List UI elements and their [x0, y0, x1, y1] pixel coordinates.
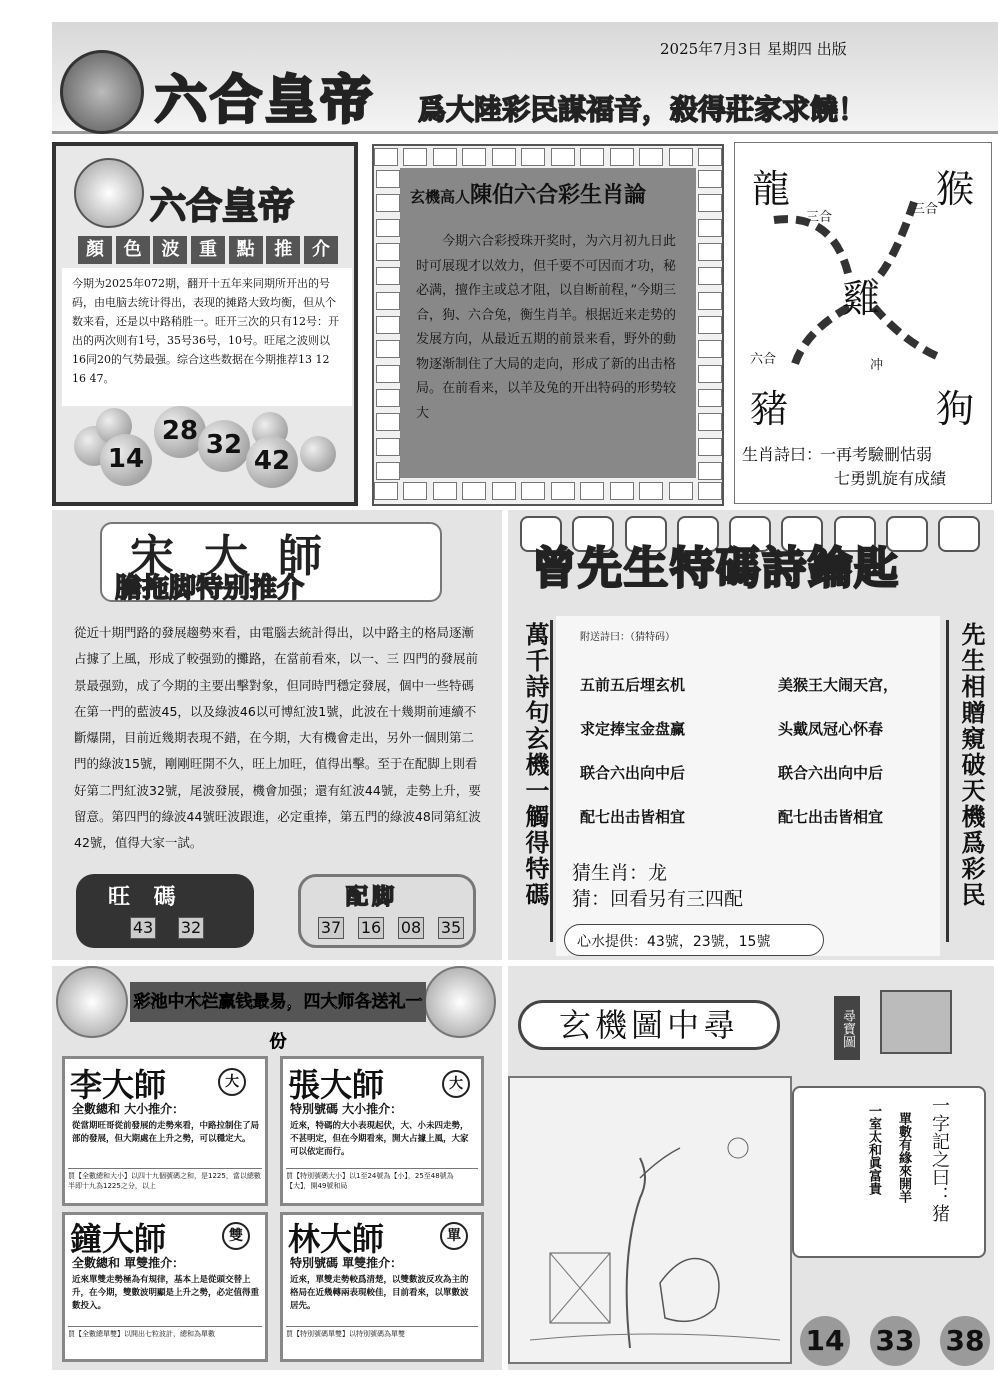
zodiac-tile-icon	[433, 148, 457, 166]
zodiac-tile-icon	[669, 482, 693, 500]
pei-number: 16	[358, 917, 384, 939]
master-sub: 特別號碼 單雙推介：	[290, 1256, 403, 1270]
zodiac-tile-icon	[433, 482, 457, 500]
relation-label: 三合	[912, 202, 939, 217]
xuanji-title: 玄機圖中尋	[518, 1000, 780, 1050]
zodiac-tile-border	[698, 170, 720, 480]
coin-disc-icon	[56, 966, 128, 1038]
number-ball: 32	[198, 420, 250, 472]
master-tag: 大	[442, 1070, 470, 1098]
deco-ball	[300, 436, 336, 472]
zodiac-tile-icon	[698, 316, 722, 334]
page-title: 六合皇帝	[155, 71, 376, 131]
slogan: 爲大陸彩民謀福音，殺得莊家求饒！	[418, 93, 867, 126]
master-name: 張大師	[288, 1066, 385, 1104]
coin-disc-icon	[424, 966, 496, 1038]
zodiac-tile-icon	[462, 482, 486, 500]
box1-subtitle: 顏 色 波 重 點 推 介	[78, 236, 338, 264]
divider	[550, 620, 553, 942]
master-foot: 買【特別號碼大小】以1至24號為【小】，25至48號為【大】，開49號和局	[286, 1168, 478, 1191]
sketch-drawing	[510, 1078, 790, 1362]
zodiac-tile-icon	[698, 462, 722, 480]
relation-label: 三合	[806, 210, 833, 225]
zodiac-tile-icon	[698, 413, 722, 431]
logo-icon	[60, 50, 144, 134]
master-sub: 特別號碼 大小推介：	[290, 1102, 403, 1116]
verse-line: 求定捧宝金盘赢	[580, 720, 686, 738]
box2-title: 玄機高人陳伯六合彩生肖論	[410, 183, 647, 208]
divider	[946, 620, 949, 942]
zodiac-tile-icon	[669, 148, 693, 166]
zodiac-monkey: 猴	[936, 167, 975, 211]
master-foot: 買【全數總和大小】以四十九個號碼之和，是1225，當以總數半即十九為1225之分，以上	[68, 1168, 262, 1191]
poem-label: 生肖詩曰：	[742, 445, 823, 464]
zodiac-tile-icon	[698, 194, 722, 212]
zeng-left-column: 萬千詩句玄機一觸得特碼	[521, 622, 549, 908]
zodiac-tile-icon	[521, 482, 545, 500]
number-ball: 28	[154, 406, 206, 458]
zodiac-tile-border	[374, 148, 722, 168]
zodiac-tile-icon	[376, 365, 400, 383]
box2-text: 今期六合彩授珠开奖时，为六月初九日此时可展现才以效力，但千要不可因而才功，秘必满，擅作主或总才阻，以自断前程，”今期三合，狗、六合兔，衡生肖羊。根据近来走势的发展方向，从最近五期的前景来看，野外的動物逐渐制住了大局的走向，形成了新的出击格局。在前看来，以羊及兔的开出特码的形势较大	[416, 234, 677, 421]
zodiac-tile-icon	[376, 316, 400, 334]
pei-number: 08	[398, 917, 424, 939]
verse-line: 联合六出向中后	[778, 764, 884, 782]
zodiac-tile-icon	[698, 292, 722, 310]
zodiac-tile-icon	[376, 194, 400, 212]
zodiac-tile-icon	[698, 267, 722, 285]
poem-line: 一再考驗刪怙弱	[820, 445, 933, 464]
relation-label: 冲	[870, 358, 884, 373]
zodiac-dog: 狗	[936, 387, 975, 431]
box1-title: 六合皇帝	[150, 186, 295, 227]
scroll-line: 一字記之曰：猪	[929, 1096, 950, 1222]
zodiac-tile-icon	[374, 148, 398, 166]
zodiac-tile-border	[376, 170, 398, 480]
puzzle-picture	[508, 1076, 792, 1364]
wang-number: 32	[178, 917, 204, 939]
verse-line: 头戴凤冠心怀春	[778, 720, 884, 738]
master-name: 鐘大師	[70, 1220, 167, 1258]
result-ball: 33	[870, 1316, 920, 1366]
master-sub: 全數總和 單雙推介：	[72, 1256, 185, 1270]
master-sub: 全數總和 大小推介：	[72, 1102, 185, 1116]
zodiac-tile-icon	[376, 292, 400, 310]
pei-number: 35	[438, 917, 464, 939]
heart-numbers: 心水提供：43號，23號，15號	[564, 924, 824, 956]
scroll-line: 單數有緣來開羊	[896, 1112, 911, 1203]
zodiac-tile-icon	[698, 243, 722, 261]
scroll-line: 一室太和眞富貴	[866, 1104, 881, 1195]
relation-label: 六合	[750, 352, 777, 367]
zodiac-tile-border	[374, 482, 722, 502]
zodiac-tile-icon	[698, 340, 722, 358]
master-name: 林大師	[288, 1220, 385, 1258]
zodiac-tile-icon	[580, 148, 604, 166]
treasure-map-tag: 尋寶圖	[834, 996, 860, 1060]
master-tag: 雙	[222, 1222, 250, 1250]
zodiac-guess: 猜生肖：龙	[572, 862, 668, 884]
zodiac-tile-icon	[376, 267, 400, 285]
box1-text: 今期为2025年072期，翻开十五年来同期所开出的号码，由电脑去统计得出，表现的摊路大致均衡，但从个数来看，还是以中路稍胜一。旺开三次的只有12号：开出的两次则有1号，35号36号，10号。旺尾之波则以16同20的气势最强。综合这些数据在今期推荐13 12 16 47。	[62, 268, 352, 406]
zodiac-tile-icon	[639, 482, 663, 500]
zodiac-tile-icon	[698, 389, 722, 407]
master-text: 近來單雙走勢極為有規律，基本上是從頭交替上升，在今期，雙數波明顯是上升之勢，必定值得重數投入。	[72, 1275, 260, 1311]
zodiac-tile-icon	[462, 148, 486, 166]
song-subtitle: 膽拖脚特别推介	[115, 573, 304, 604]
verse-line: 美猴王大闹天宫，	[778, 676, 899, 694]
verse-line: 联合六出向中后	[580, 764, 686, 782]
master-name: 李大師	[70, 1066, 167, 1104]
guess-text: 猜：回看另有三四配	[572, 888, 744, 910]
pei-label: 配脚	[346, 885, 399, 910]
zodiac-tile-icon	[403, 482, 427, 500]
zodiac-tile-icon	[698, 170, 722, 188]
master-text: 從當期旺哥從前發展的走勢來看，中路拉制住了局部的發展，但大期處在上升之勢，可以穩定大。	[72, 1121, 260, 1144]
publish-date: 2025年7月3日 星期四 出版	[660, 40, 847, 58]
zodiac-tile-icon	[376, 413, 400, 431]
hint-scroll	[792, 1086, 986, 1258]
zodiac-tile-icon	[610, 148, 634, 166]
number-ball: 14	[100, 434, 152, 486]
verse-line: 配七出击皆相宜	[778, 808, 884, 826]
zodiac-tile-icon	[376, 389, 400, 407]
verse-line: 五前五后埋玄机	[580, 676, 686, 694]
master-foot: 買【全數總單雙】以開出七粒波計，總和為單數	[68, 1326, 262, 1339]
master-tag: 大	[218, 1068, 246, 1096]
zodiac-tile-icon	[698, 148, 722, 166]
zodiac-rooster: 雞	[842, 277, 881, 321]
zodiac-tile-icon	[376, 243, 400, 261]
zeng-right-column: 先生相贈窺破天機爲彩民	[957, 622, 985, 908]
zodiac-tile-icon	[521, 148, 545, 166]
zodiac-pig: 豬	[750, 387, 789, 431]
wang-number: 43	[130, 917, 156, 939]
master-text: 近來，單雙走勢較爲清楚，以雙數波反攻為主的格局在近幾轉兩表現較佳，目前看來，以單數波居先。	[290, 1275, 469, 1311]
poem-line: 七勇凱旋有成績	[834, 469, 947, 488]
zodiac-dragon: 龍	[752, 167, 791, 211]
zodiac-tile-icon	[698, 365, 722, 383]
zeng-hint: 附送詩曰：（猜特码）	[580, 632, 675, 643]
master-text: 近來，特碼的大小表現起伏，大、小未四走勢，不甚明定，但在今期看來，開大占據上風，大家可以依定而行。	[290, 1121, 469, 1157]
zodiac-tile-icon	[492, 148, 516, 166]
song-title: 宋大師	[130, 531, 352, 582]
zodiac-tile-icon	[376, 340, 400, 358]
zodiac-tile-icon	[492, 482, 516, 500]
zodiac-tile-icon	[698, 438, 722, 456]
mascot-icon	[74, 158, 144, 228]
zodiac-tile-icon	[376, 462, 400, 480]
song-text: 從近十期門路的發展趨勢來看，由電腦去統計得出，以中路主的格局逐漸占據了上風，形成了較强勁的攤路，在當前看來，以一、三 四門的發展前景最强勁，成了今期的主要出擊對象，但同時門穩定發展，個中一些特碼在第一門的藍波45，以及綠波46以可博紅波1號，此波在十幾期前連續不斷爆開，目前近幾期表現不錯，在今期，大有機會走出，另外一個則第二門的綠波15號，剛剛旺開不久，旺上加旺，值得出擊。至于在配脚上則看好第二門紅波32號，尾波發展，機會加强；還有紅波44號，走勢上升，要留意。第四門的綠波44號旺波跟進，必定重捧，第五門的綠波48同第紅波42號，值得大家一試。	[74, 625, 481, 851]
result-ball: 14	[800, 1316, 850, 1366]
zodiac-tile-icon	[551, 148, 575, 166]
zodiac-tile-icon	[698, 482, 722, 500]
number-ball: 42	[246, 436, 298, 488]
zodiac-tile-icon	[376, 170, 400, 188]
pei-number: 37	[318, 917, 344, 939]
zodiac-tile-icon	[610, 482, 634, 500]
masters-banner: 彩池中木栏赢钱最易，四大师各送礼一份	[130, 982, 426, 1022]
zodiac-tile-icon	[639, 148, 663, 166]
zodiac-tile-icon	[551, 482, 575, 500]
zodiac-tile-icon	[376, 438, 400, 456]
zodiac-tile-icon	[403, 148, 427, 166]
zodiac-tile-icon	[580, 482, 604, 500]
zeng-title: 曾先生特碼詩鑰匙	[532, 543, 900, 594]
master-tag: 單	[440, 1222, 468, 1250]
zodiac-tile-icon	[376, 219, 400, 237]
treasure-icon	[880, 990, 952, 1054]
zodiac-tile-icon	[374, 482, 398, 500]
zodiac-deco-icon	[938, 516, 980, 552]
wang-label: 旺 碼	[108, 885, 184, 910]
result-ball: 38	[940, 1316, 990, 1366]
zodiac-tile-icon	[698, 219, 722, 237]
master-foot: 買【特別號碼單雙】以特別號碼為單雙	[286, 1326, 478, 1339]
verse-line: 配七出击皆相宜	[580, 808, 686, 826]
